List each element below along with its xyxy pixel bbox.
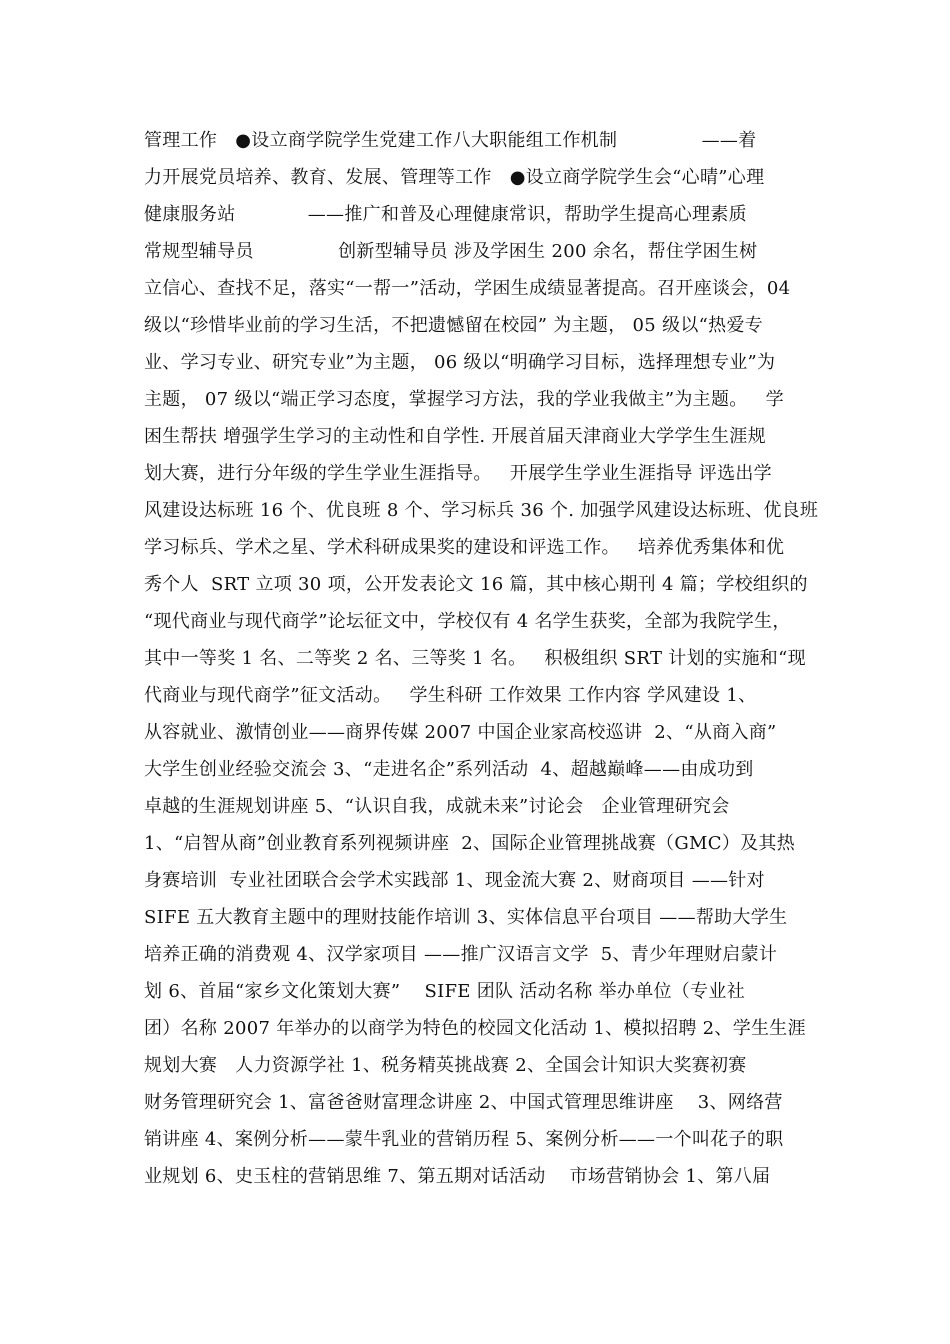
text-line: 秀个人 SRT 立项 30 项，公开发表论文 16 篇，其中核心期刊 4 篇；学校组织的 — [144, 574, 808, 595]
text-line: 常规型辅导员 创新型辅导员 涉及学困生 200 余名，帮住学困生树 — [144, 241, 758, 262]
text-line: 规划大赛 人力资源学社 1、税务精英挑战赛 2、全国会计知识大奖赛初赛 — [144, 1055, 747, 1076]
text-line: 学习标兵、学术之星、学术科研成果奖的建设和评选工作。 培养优秀集体和优 — [144, 537, 785, 558]
text-line: “现代商业与现代商学”论坛征文中，学校仅有 4 名学生获奖，全部为我院学生， — [144, 611, 791, 632]
text-line: 团）名称 2007 年举办的以商学为特色的校园文化活动 1、模拟招聘 2、学生生涯 — [144, 1018, 806, 1039]
text-line: 立信心、查找不足，落实“一帮一”活动，学困生成绩显著提高。召开座谈会，04 — [144, 278, 791, 299]
body-text — [144, 122, 824, 1195]
text-line: 业规划 6、史玉柱的营销思维 7、第五期对话活动 市场营销协会 1、第八届 — [144, 1166, 771, 1187]
text-line: 卓越的生涯规划讲座 5、“认识自我，成就未来”讨论会 企业管理研究会 — [144, 796, 730, 817]
text-line: SIFE 五大教育主题中的理财技能作培训 3、实体信息平台项目 ——帮助大学生 — [144, 907, 788, 928]
text-line: 健康服务站 ——推广和普及心理健康常识，帮助学生提高心理素质 — [144, 204, 747, 225]
text-line: 销讲座 4、案例分析——蒙牛乳业的营销历程 5、案例分析——一个叫花子的职 — [144, 1129, 784, 1150]
text-line: 从容就业、激情创业——商界传媒 2007 中国企业家高校巡讲 2、“从商入商” — [144, 722, 777, 743]
text-line: 管理工作 ●设立商学院学生党建工作八大职能组工作机制 ——着 — [144, 130, 757, 151]
text-line: 财务管理研究会 1、富爸爸财富理念讲座 2、中国式管理思维讲座 3、网络营 — [144, 1092, 783, 1113]
text-line: 身赛培训 专业社团联合会学术实践部 1、现金流大赛 2、财商项目 ——针对 — [144, 870, 765, 891]
text-line: 大学生创业经验交流会 3、“走进名企”系列活动 4、超越巅峰——由成功到 — [144, 759, 754, 780]
text-line: 困生帮扶 增强学生学习的主动性和自学性. 开展首届天津商业大学学生生涯规 — [144, 426, 766, 447]
text-line: 主题， 07 级以“端正学习态度，掌握学习方法，我的学业我做主”为主题。 学 — [144, 389, 784, 410]
text-line: 风建设达标班 16 个、优良班 8 个、学习标兵 36 个. 加强学风建设达标班、优良班 — [144, 500, 819, 521]
text-line: 划 6、首届“家乡文化策划大赛” SIFE 团队 活动名称 举办单位（专业社 — [144, 981, 745, 1002]
text-line: 力开展党员培养、教育、发展、管理等工作 ●设立商学院学生会“心晴”心理 — [144, 167, 765, 188]
text-line: 业、学习专业、研究专业”为主题， 06 级以“明确学习目标，选择理想专业”为 — [144, 352, 776, 373]
text-line: 级以“珍惜毕业前的学习生活，不把遗憾留在校园” 为主题， 05 级以“热爱专 — [144, 315, 764, 336]
text-line: 1、“启智从商”创业教育系列视频讲座 2、国际企业管理挑战赛（GMC）及其热 — [144, 833, 796, 854]
text-line: 代商业与现代商学”征文活动。 学生科研 工作效果 工作内容 学风建设 1、 — [144, 685, 757, 706]
text-line: 其中一等奖 1 名、二等奖 2 名、三等奖 1 名。 积极组织 SRT 计划的实施和“现 — [144, 648, 806, 669]
text-line: 划大赛，进行分年级的学生学业生涯指导。 开展学生学业生涯指导 评选出学 — [144, 463, 772, 484]
text-line: 培养正确的消费观 4、汉学家项目 ——推广汉语言文学 5、青少年理财启蒙计 — [144, 944, 778, 965]
